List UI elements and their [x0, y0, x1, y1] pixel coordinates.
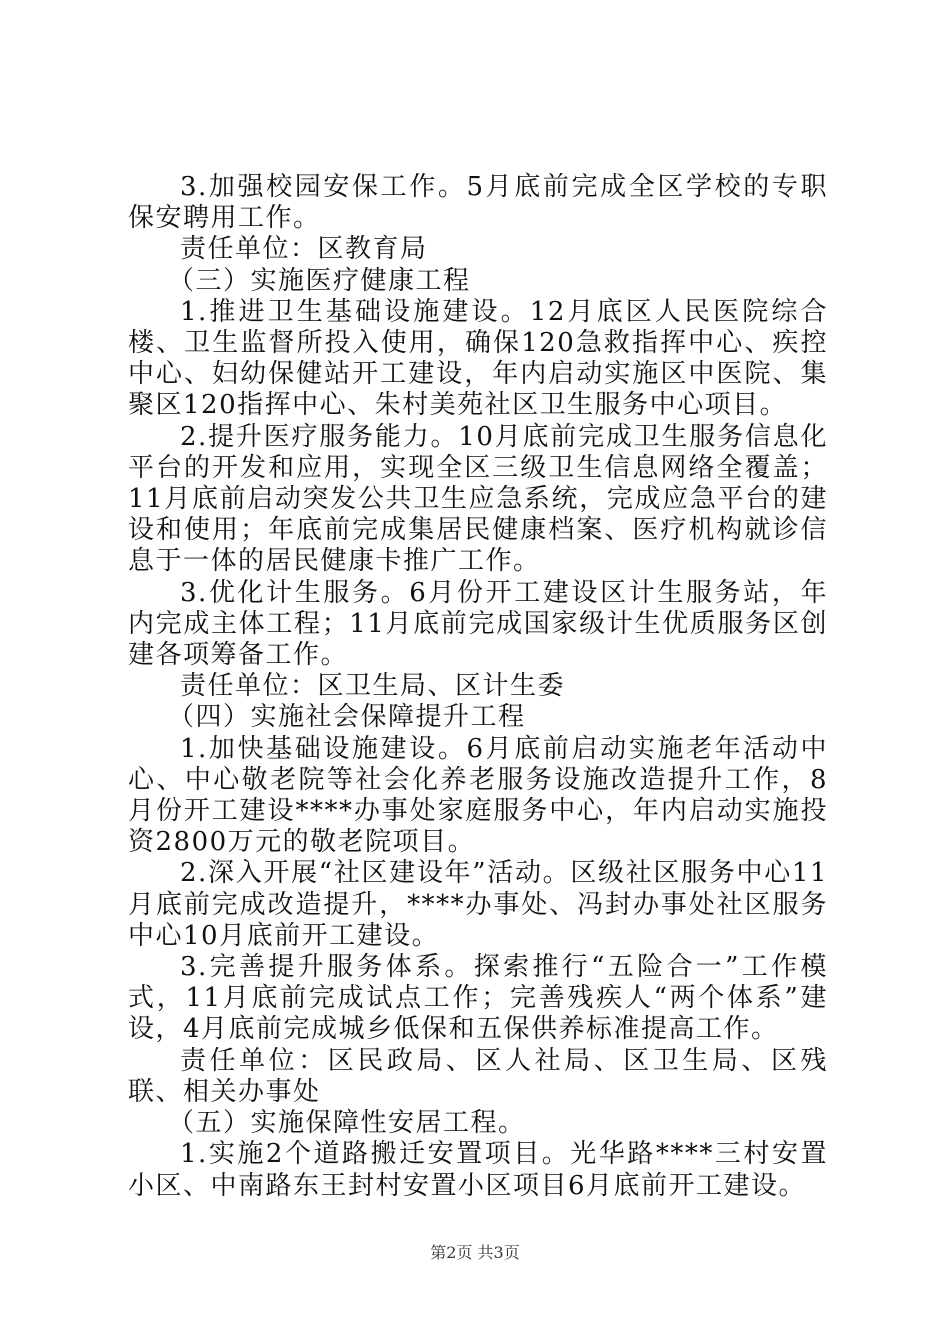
- paragraph-family-planning: 3.优化计生服务。6月份开工建设区计生服务站，年内完成主体工程；11月底前完成国家级计生优质服务区创建各项筹备工作。: [128, 577, 828, 671]
- paragraph-infrastructure: 1.加快基础设施建设。6月底前启动实施老年活动中心、中心敬老院等社会化养老服务设施改造提升工作，8月份开工建设****办事处家庭服务中心，年内启动实施投资2800万元的敬老院项目。: [128, 733, 828, 858]
- responsible-unit-health: 责任单位：区卫生局、区计生委: [180, 671, 566, 702]
- section-heading-social-security: （四）实施社会保障提升工程: [168, 702, 526, 733]
- document-body: [128, 172, 828, 1202]
- paragraph-school-security: 3.加强校园安保工作。5月底前完成全区学校的专职保安聘用工作。: [128, 172, 828, 234]
- responsible-unit-civil: 责任单位：区民政局、区人社局、区卫生局、区残联、相关办事处: [128, 1045, 828, 1107]
- section-heading-medical: （三）实施医疗健康工程: [168, 265, 471, 296]
- paragraph-relocation: 1.实施2个道路搬迁安置项目。光华路****三村安置小区、中南路东王封村安置小区项目6月底前开工建设。: [128, 1139, 828, 1201]
- paragraph-health-infrastructure: 1.推进卫生基础设施建设。12月底区人民医院综合楼、卫生监督所投入使用，确保120急救指挥中心、疾控中心、妇幼保健站开工建设，年内启动实施区中医院、集聚区120指挥中心、朱村美苑社区卫生服务中心项目。: [128, 296, 828, 421]
- paragraph-community-year: 2.深入开展“社区建设年”活动。区级社区服务中心11月底前完成改造提升，****办事处、冯封办事处社区服务中心10月底前开工建设。: [128, 858, 828, 951]
- paragraph-medical-service: 2.提升医疗服务能力。10月底前完成卫生服务信息化平台的开发和应用，实现全区三级卫生信息网络全覆盖；11月底前启动突发公共卫生应急系统，完成应急平台的建设和使用；年底前完成集居民健康档案、医疗机构就诊信息于一体的居民健康卡推广工作。: [128, 421, 828, 577]
- paragraph-service-system: 3.完善提升服务体系。探索推行“五险合一”工作模式，11月底前完成试点工作；完善残疾人“两个体系”建设，4月底前完成城乡低保和五保供养标准提高工作。: [128, 952, 828, 1045]
- responsible-unit-education: 责任单位：区教育局: [180, 234, 428, 265]
- section-heading-housing: （五）实施保障性安居工程。: [168, 1108, 526, 1139]
- page-footer: 第2页 共3页: [430, 1243, 520, 1262]
